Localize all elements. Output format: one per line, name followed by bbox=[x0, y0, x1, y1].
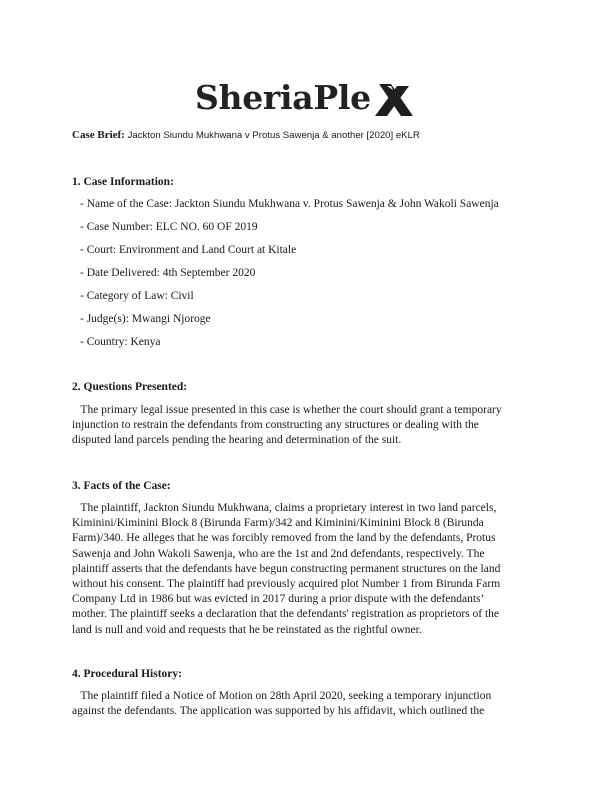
paragraph-line: The plaintiff, Jackton Siundu Mukhwana, claims a proprietary interest in two land parcels, bbox=[72, 502, 497, 514]
case-info-item: - Name of the Case: Jackton Siundu Mukhwana v. Protus Sawenja & John Wakoli Sawenja bbox=[80, 198, 499, 210]
case-info-item: - Judge(s): Mwangi Njoroge bbox=[80, 313, 211, 325]
case-info-item: - Country: Kenya bbox=[80, 336, 161, 348]
logo-x-mark-icon bbox=[373, 82, 417, 118]
case-info-item: - Category of Law: Civil bbox=[80, 290, 194, 302]
section-heading-facts-of-the-case: 3. Facts of the Case: bbox=[72, 480, 171, 492]
paragraph-line: plaintiff asserts that the defendants have begun constructing permanent structures on the land bbox=[72, 562, 501, 575]
paragraph-line: injunction to restrain the defendants from constructing any structures or dealing with the bbox=[72, 419, 479, 432]
section-heading-questions-presented: 2. Questions Presented: bbox=[72, 381, 188, 393]
paragraph-line: disputed land parcels pending the hearing and determination of the suit. bbox=[72, 434, 402, 447]
section-heading-case-information: 1. Case Information: bbox=[72, 176, 174, 188]
case-brief-label: Case Brief: bbox=[72, 129, 125, 141]
paragraph-line: The primary legal issue presented in this case is whether the court should grant a temporary bbox=[72, 404, 502, 416]
paragraph-line: without his consent. The plaintiff had previously acquired plot Number 1 from Birunda Farm bbox=[72, 578, 501, 591]
section-heading-procedural-history: 4. Procedural History: bbox=[72, 668, 182, 680]
case-info-item: - Date Delivered: 4th September 2020 bbox=[80, 267, 256, 279]
paragraph-line: Company Ltd in 1986 but was evicted in 2017 during a prior dispute with the defendants’ bbox=[72, 593, 485, 606]
paragraph-line: Farm)/340. He alleges that he was forcibly removed from the land by the defendants, Protus bbox=[72, 532, 496, 545]
case-info-item: - Court: Environment and Land Court at Kitale bbox=[80, 244, 297, 256]
sheriaplex-logo bbox=[0, 76, 612, 122]
paragraph-line: Kiminini/Kiminini Block 8 (Birunda Farm)/342 and Kiminini/Kiminini Block 8 (Birunda bbox=[72, 517, 484, 530]
paragraph-line: mother. The plaintiff seeks a declaration that the defendants' registration as proprietors of the bbox=[72, 608, 500, 621]
case-brief-title: Jackton Siundu Mukhwana v Protus Sawenja & another [2020] eKLR bbox=[127, 130, 420, 141]
questions-paragraph bbox=[72, 403, 540, 449]
paragraph-line: Sawenja and John Wakoli Sawenja, who are the 1st and 2nd defendants, respectively. The bbox=[72, 547, 485, 560]
facts-paragraph bbox=[72, 501, 540, 638]
logo-wordmark: SheriaPle bbox=[195, 78, 371, 117]
paragraph-line: The plaintiff filed a Notice of Motion on 28th April 2020, seeking a temporary injunction bbox=[72, 690, 492, 702]
procedural-paragraph bbox=[72, 689, 540, 719]
paragraph-line: against the defendants. The application was supported by his affidavit, which outlined the bbox=[72, 705, 485, 718]
case-brief-title-line bbox=[72, 128, 542, 143]
case-info-item: - Case Number: ELC NO. 60 OF 2019 bbox=[80, 221, 258, 233]
paragraph-line: land is null and void and requests that he be reinstated as the rightful owner. bbox=[72, 623, 422, 636]
